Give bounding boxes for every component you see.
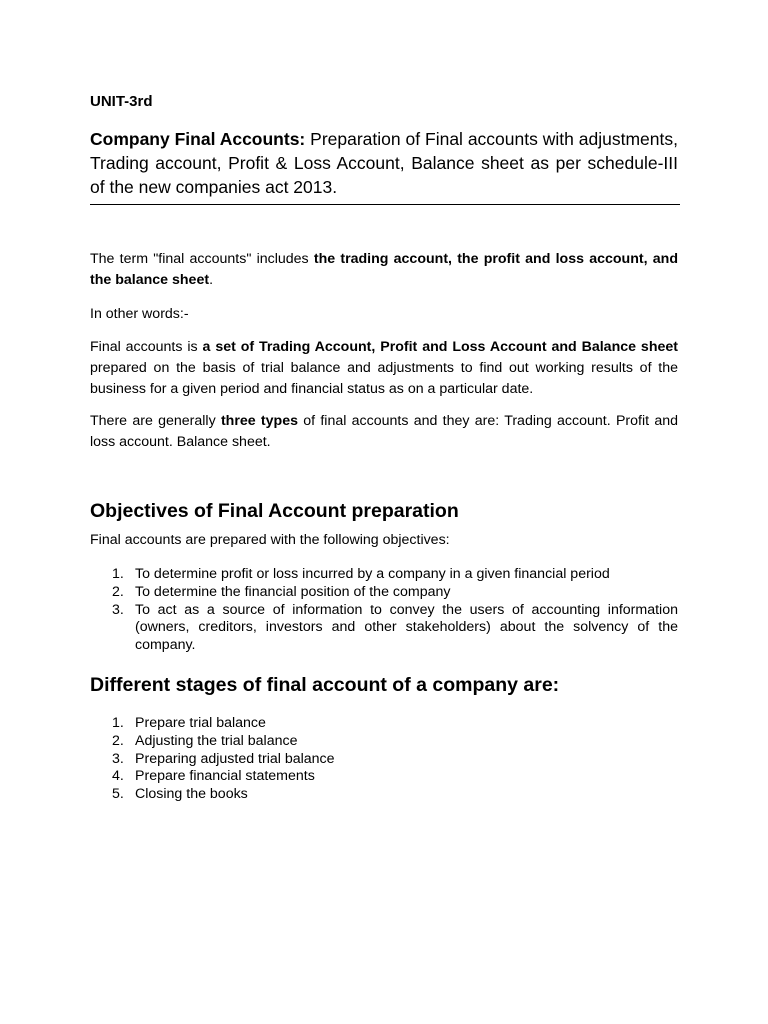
list-item-text: Preparing adjusted trial balance (135, 750, 335, 767)
intro-paragraph (90, 127, 678, 199)
horizontal-rule (90, 204, 680, 205)
list-item-text: To act as a source of information to convey the users of accounting information (owners, creditors, investors and other stakeholders) about the solvency of the company. (135, 601, 678, 654)
stages-list (90, 715, 678, 804)
list-item (90, 786, 678, 804)
list-item (90, 751, 678, 769)
intro-bold-label: Company Final Accounts: (90, 129, 306, 149)
list-item (90, 768, 678, 786)
list-item-text: Adjusting the trial balance (135, 732, 298, 749)
p4-text-post: of final accounts and they are: Trading account. Profit and loss account. Balance sheet. (90, 413, 678, 450)
list-number: 1. (112, 715, 124, 731)
list-item-text: Prepare trial balance (135, 715, 266, 731)
list-item-text: Prepare financial statements (135, 768, 315, 785)
list-item-text: Closing the books (135, 786, 248, 803)
list-number: 5. (112, 786, 124, 803)
stages-heading: Different stages of final account of a company are: (90, 674, 560, 696)
p1-text-bold: the trading account, the profit and loss account, and the balance sheet (90, 251, 678, 288)
list-item (90, 584, 678, 602)
p4-text-pre: There are generally (90, 413, 221, 429)
p3-text-bold: a set of Trading Account, Profit and Loss Account and Balance sheet (202, 339, 678, 355)
list-item (90, 733, 678, 751)
list-item-text: To determine profit or loss incurred by a company in a given financial period (135, 566, 610, 582)
p3-text-post: prepared on the basis of trial balance and adjustments to find out working results of the business for a given period and financial status as on a particular date. (90, 360, 678, 397)
objectives-heading: Objectives of Final Account preparation (90, 500, 459, 522)
unit-heading: UNIT-3rd (90, 93, 153, 110)
in-other-words-paragraph: In other words:- (90, 306, 189, 322)
list-number: 4. (112, 768, 124, 785)
final-accounts-term-paragraph (90, 249, 678, 291)
objectives-intro: Final accounts are prepared with the following objectives: (90, 532, 450, 548)
p4-text-bold: three types (220, 413, 298, 429)
p1-text-pre: The term "final accounts" includes (90, 251, 314, 267)
list-item (90, 715, 678, 733)
p3-text-pre: Final accounts is (90, 339, 203, 355)
p1-text-post: . (209, 272, 214, 288)
list-number: 3. (112, 601, 124, 618)
list-item-text: To determine the financial position of the company (135, 583, 451, 600)
list-item (90, 566, 678, 584)
list-number: 2. (112, 732, 124, 749)
objectives-list (90, 566, 678, 655)
list-number: 1. (112, 566, 124, 582)
list-item (90, 602, 678, 655)
intro-text: Preparation of Final accounts with adjustments, Trading account, Profit & Loss Account, Balance sheet as per schedule-III of the new companies act 2013. (90, 129, 678, 197)
list-number: 3. (112, 750, 124, 767)
types-paragraph (90, 411, 678, 453)
final-accounts-definition-paragraph (90, 337, 678, 400)
list-number: 2. (112, 583, 124, 600)
